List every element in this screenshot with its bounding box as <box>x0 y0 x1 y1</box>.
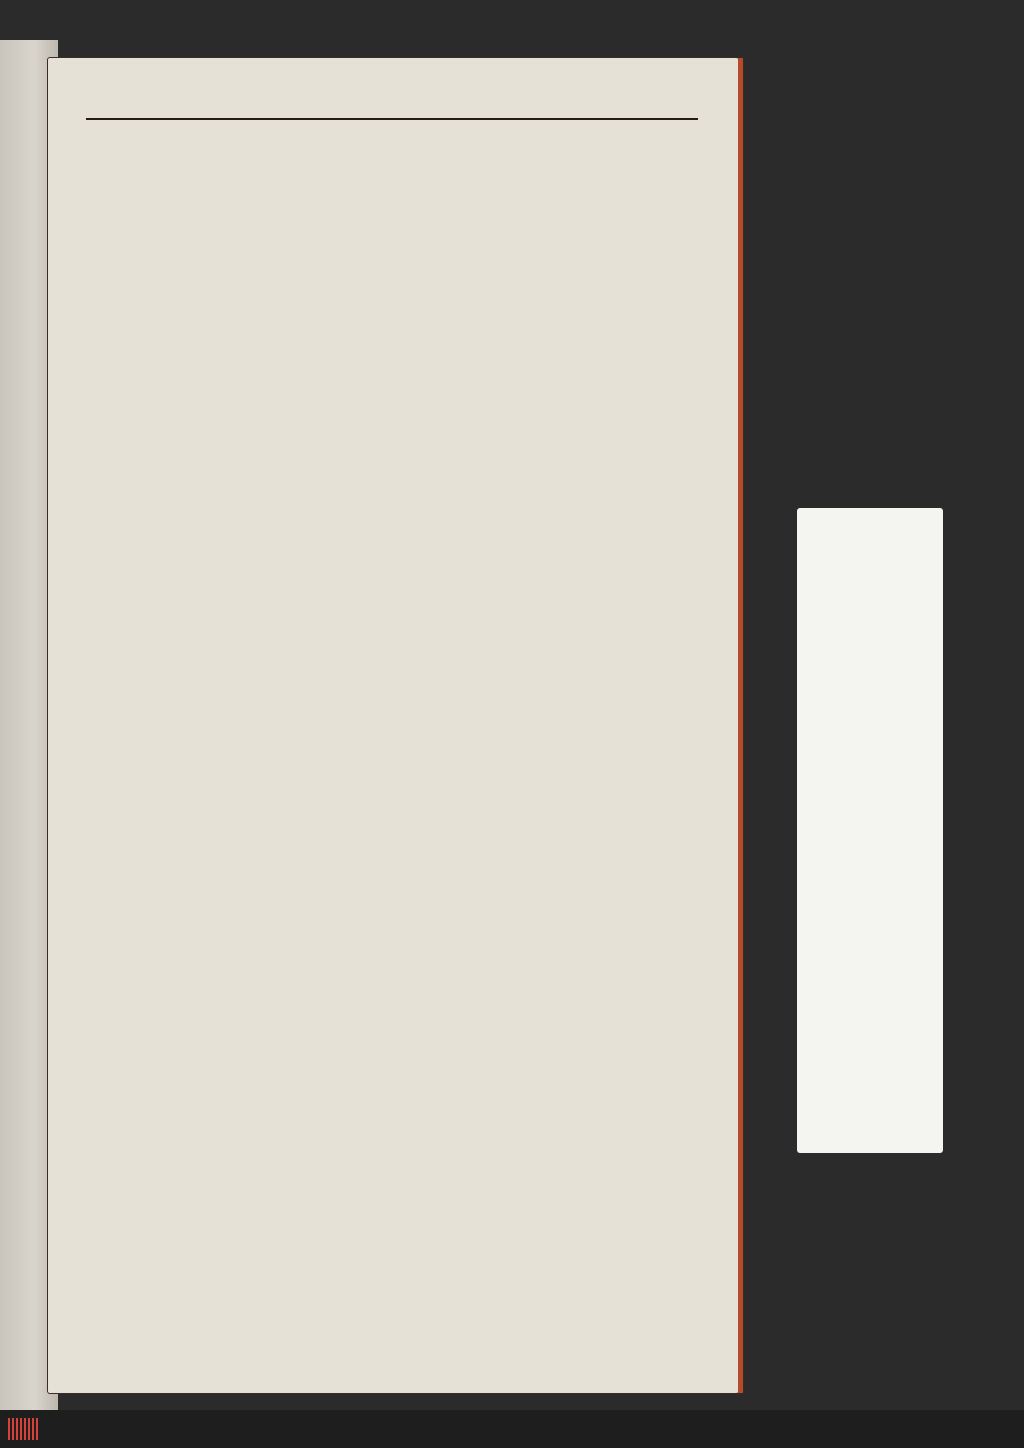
page-text-block <box>86 116 698 1296</box>
gray-scale-label <box>818 835 848 965</box>
running-header <box>86 116 698 120</box>
library-name <box>869 530 909 1130</box>
gray-scale-card <box>797 508 943 1153</box>
footer-bar <box>0 1410 1024 1448</box>
book-page <box>48 58 743 1393</box>
hab-logo-icon <box>8 1418 44 1440</box>
